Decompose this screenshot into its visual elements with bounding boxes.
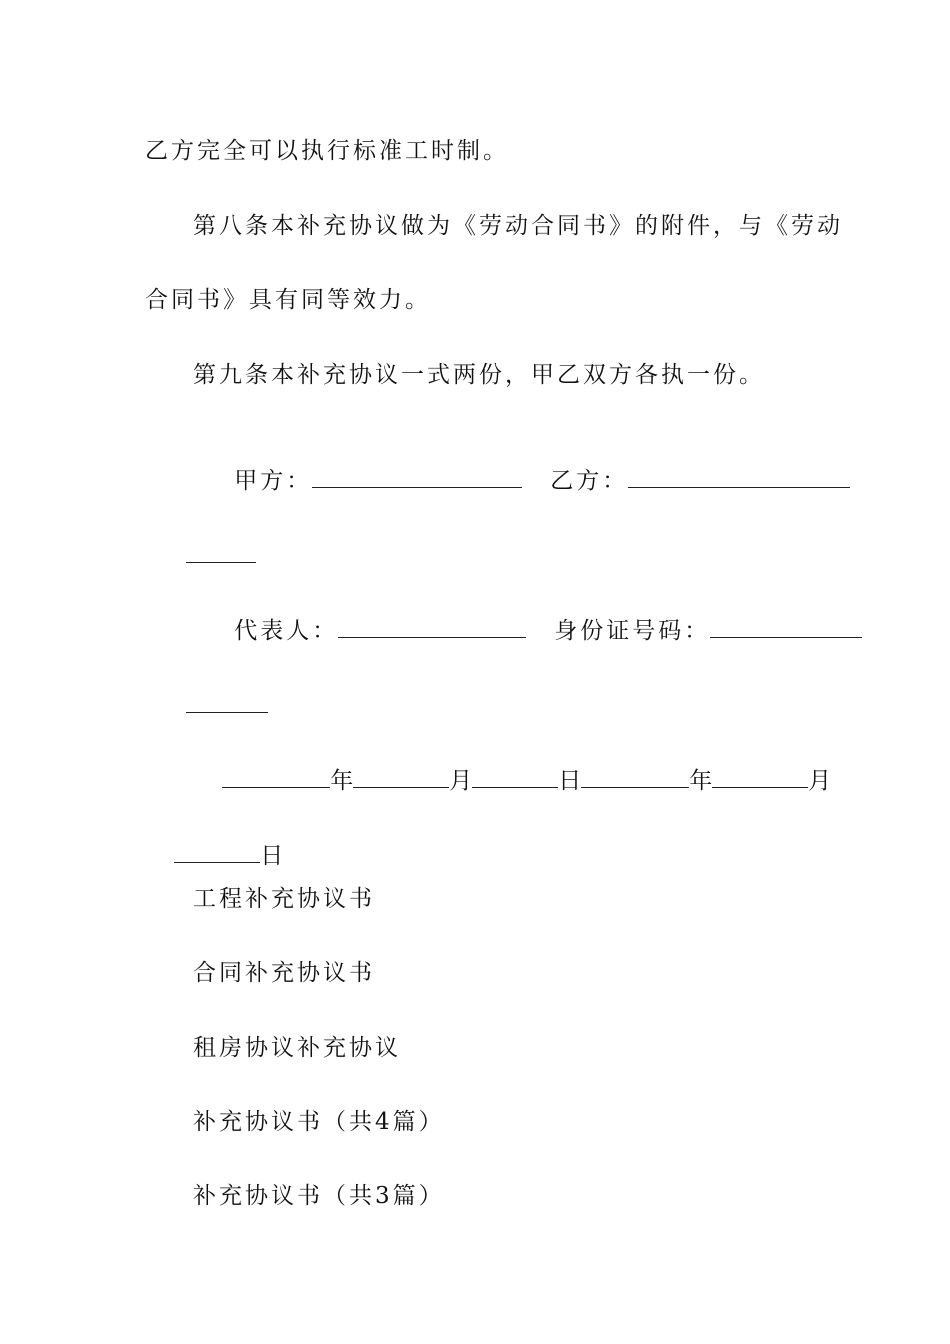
article-8-line-1: 第八条本补充协议做为《劳动合同书》的附件，与《劳动 <box>193 213 843 239</box>
paragraph-text: 乙方完全可以执行标准工时制。 <box>145 138 509 164</box>
party-b-blank-tail[interactable] <box>186 540 256 563</box>
representative-label: 代表人： <box>234 618 339 644</box>
related-link[interactable]: 补充协议书（共4篇） <box>193 1109 445 1135</box>
related-link[interactable]: 合同补充协议书 <box>193 960 375 986</box>
party-b-blank[interactable] <box>628 465 850 488</box>
month-label: 月 <box>449 768 473 794</box>
related-link[interactable]: 租房协议补充协议 <box>193 1035 401 1061</box>
party-row <box>193 435 850 526</box>
date-b-year-blank[interactable] <box>581 765 689 788</box>
article-8-line-2: 合同书》具有同等效力。 <box>145 287 431 313</box>
related-link[interactable]: 补充协议书（共3篇） <box>193 1183 445 1209</box>
date-a-month-blank[interactable] <box>353 765 449 788</box>
month-label: 月 <box>808 768 832 794</box>
representative-blank[interactable] <box>338 615 526 638</box>
day-label: 日 <box>260 843 284 869</box>
year-label: 年 <box>689 768 713 794</box>
article-9: 第九条本补充协议一式两份，甲乙双方各执一份。 <box>193 362 765 388</box>
id-number-label: 身份证号码： <box>554 618 711 644</box>
party-b-label: 乙方： <box>550 468 629 494</box>
date-a-day-blank[interactable] <box>472 765 558 788</box>
representative-row <box>193 585 862 676</box>
date-b-day-blank[interactable] <box>174 840 260 863</box>
day-label: 日 <box>558 768 582 794</box>
date-row <box>193 735 831 826</box>
related-link[interactable]: 工程补充协议书 <box>193 886 375 912</box>
party-a-blank[interactable] <box>312 465 522 488</box>
party-a-label: 甲方： <box>234 468 313 494</box>
id-number-blank-tail[interactable] <box>186 690 268 713</box>
year-label: 年 <box>330 768 354 794</box>
date-a-year-blank[interactable] <box>222 765 330 788</box>
id-number-blank[interactable] <box>710 615 862 638</box>
date-b-month-blank[interactable] <box>712 765 808 788</box>
